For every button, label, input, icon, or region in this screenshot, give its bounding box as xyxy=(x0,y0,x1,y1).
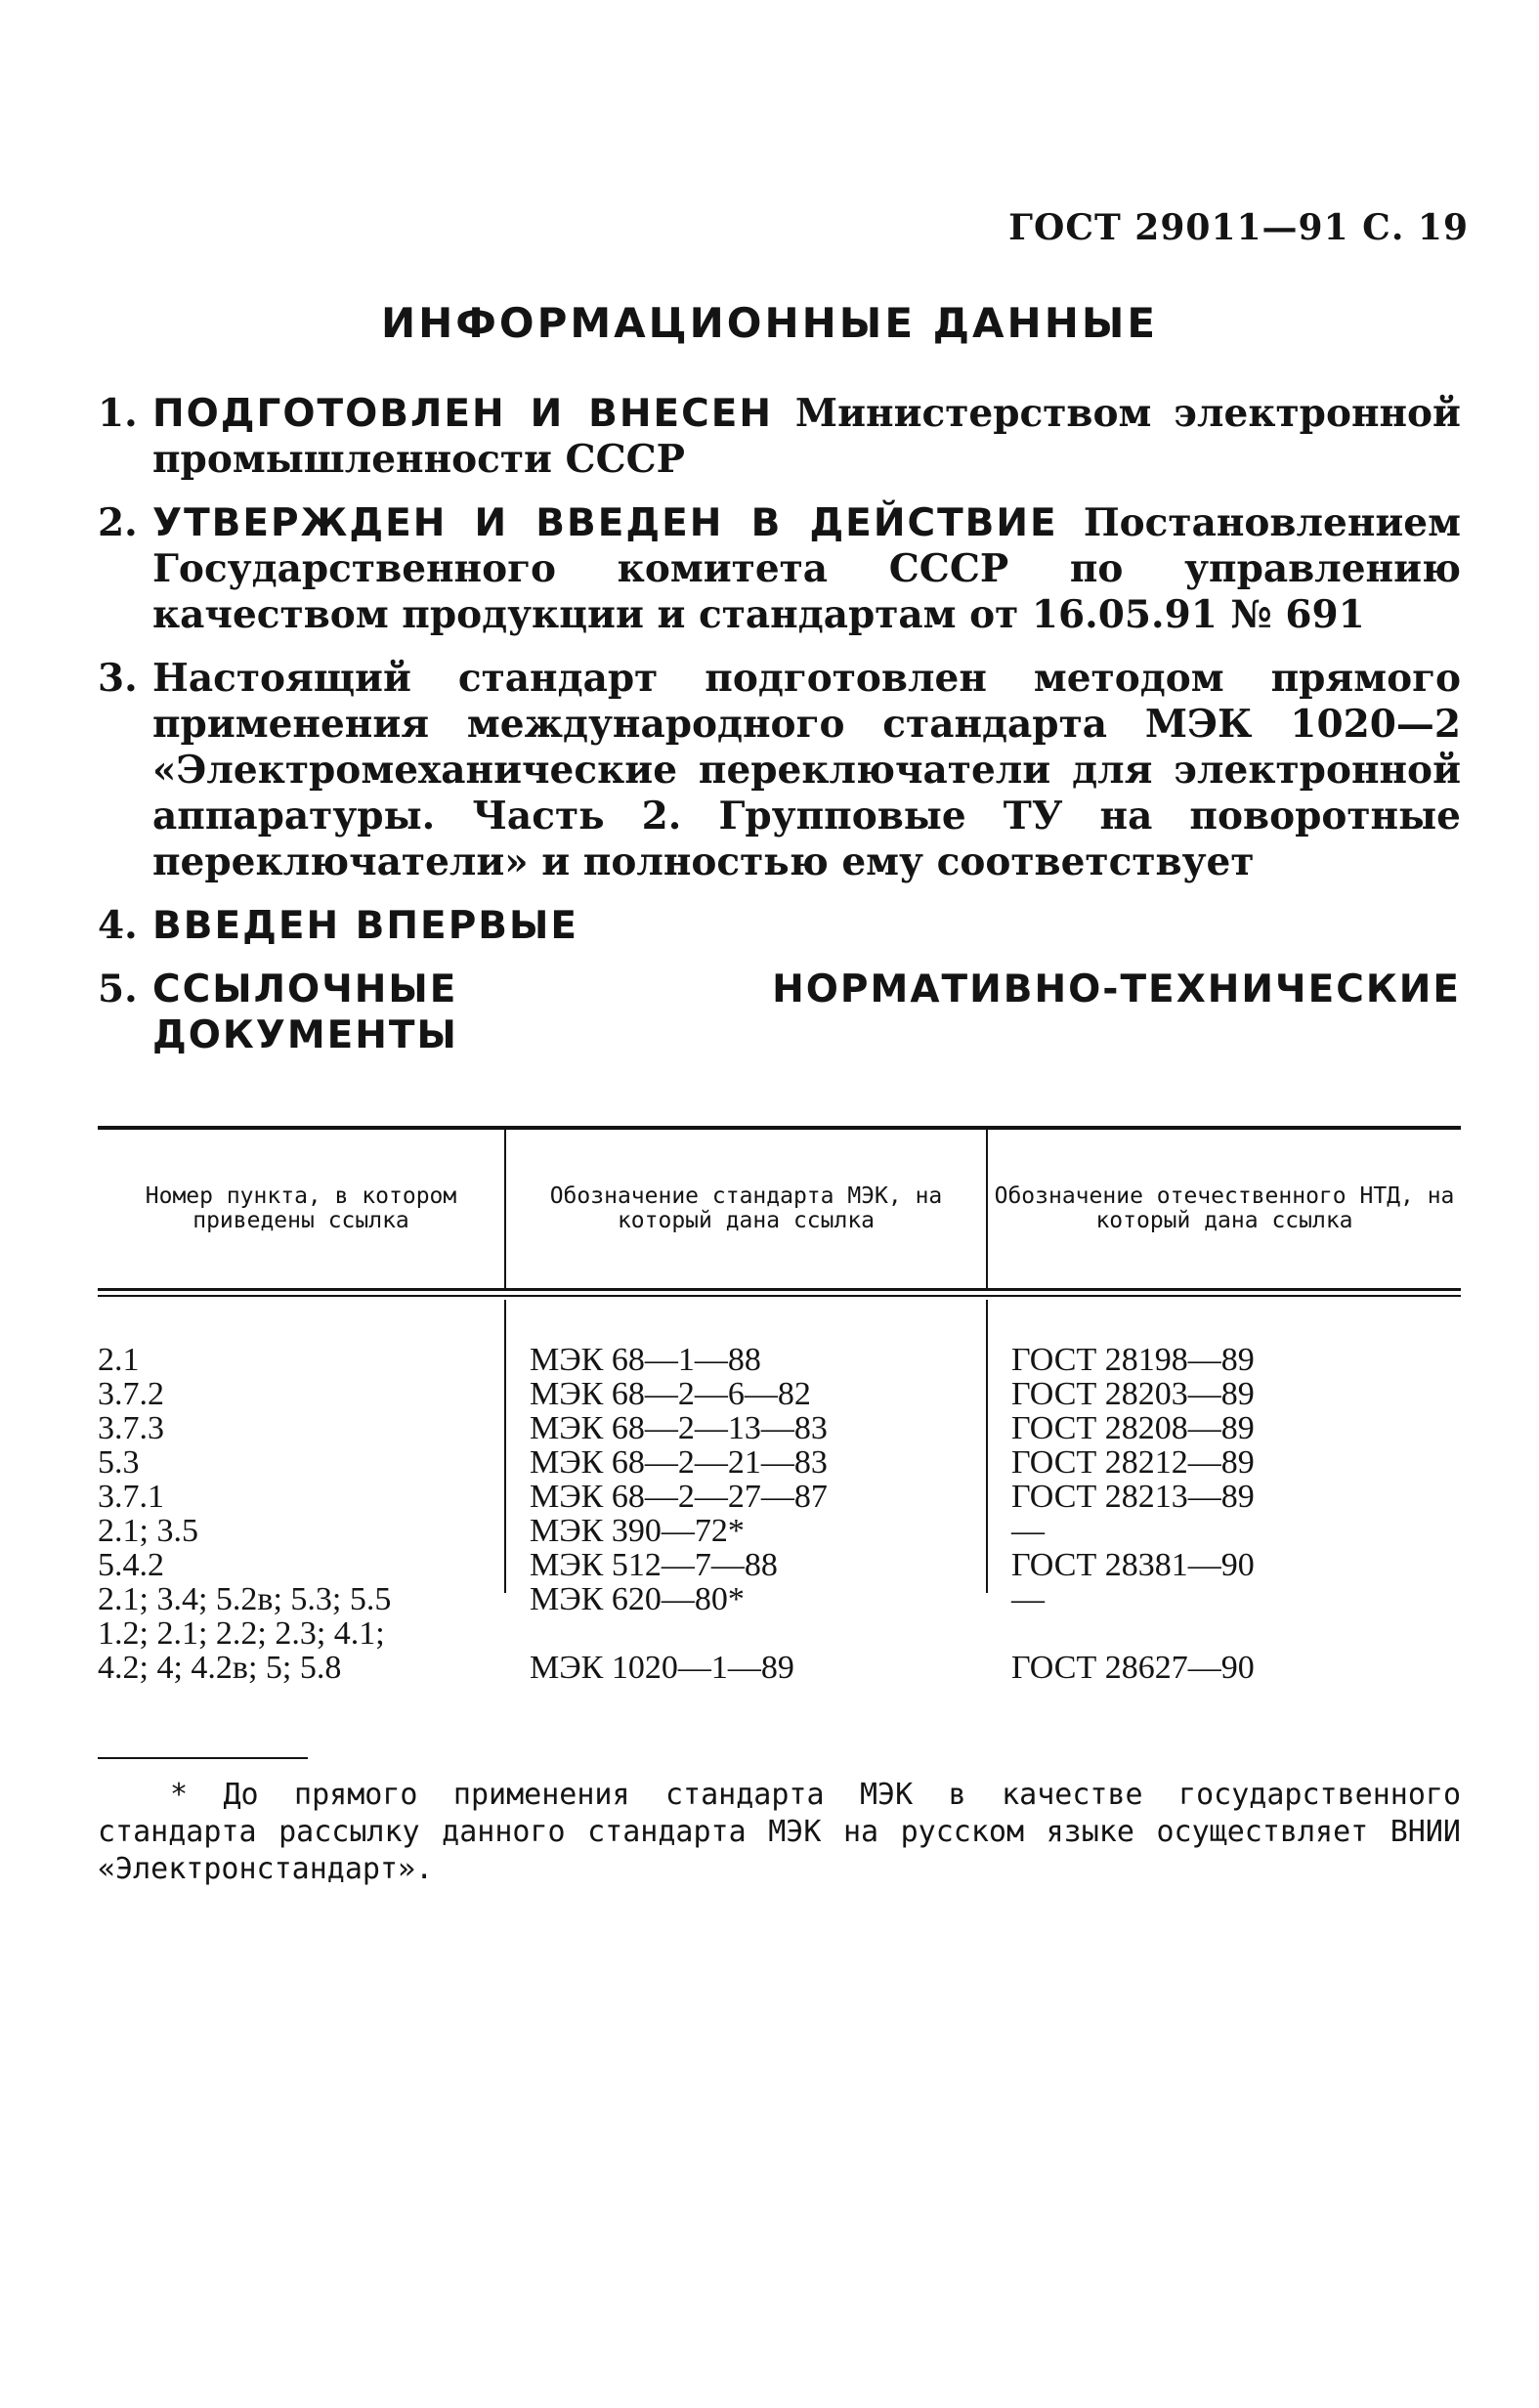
item-lead: ВВЕДЕН ВПЕРВЫЕ xyxy=(152,904,579,948)
table-cell-gost: — xyxy=(1011,1581,1045,1617)
info-item-5 xyxy=(98,967,1461,1058)
table-cell-gost: ГОСТ 28381—90 xyxy=(1011,1547,1255,1583)
info-item-2 xyxy=(98,500,1461,638)
item-text: Настоящий стандарт подготовлен методом прямого применения международного стандарта МЭК 1020—2 «Электромеханические переключатели для электронной аппаратуры. Часть 2. Групповые ТУ на поворотные переключатели» и полностью ему соответствует xyxy=(152,656,1461,884)
table-cell-ref: 5.4.2 xyxy=(98,1547,164,1583)
item-number: 4. xyxy=(98,903,138,948)
item-lead: ПОДГОТОВЛЕН И ВНЕСЕН xyxy=(152,392,774,436)
table-cell-ref: 3.7.1 xyxy=(98,1479,164,1515)
item-number: 2. xyxy=(98,500,138,545)
page-title: ИНФОРМАЦИОННЫЕ ДАННЫЕ xyxy=(380,299,1159,347)
table-cell-gost: ГОСТ 28212—89 xyxy=(1011,1444,1255,1481)
info-item-4 xyxy=(98,903,1461,949)
column-iec-standards xyxy=(504,1300,986,1686)
item-text: Министерством электронной промышленности СССР xyxy=(152,391,1461,482)
table-cell-gost: ГОСТ 28203—89 xyxy=(1011,1376,1255,1412)
header-iec-standard: Обозначение стандарта МЭК, на который дана ссылка xyxy=(504,1130,986,1288)
table-cell-iec: МЭК 512—7—88 xyxy=(530,1547,778,1583)
item-number: 3. xyxy=(98,656,138,701)
table-cell-ref: 3.7.2 xyxy=(98,1376,164,1412)
item-number: 5. xyxy=(98,967,138,1011)
table-cell-ref: 3.7.3 xyxy=(98,1410,164,1446)
item-lead: УТВЕРЖДЕН И ВВЕДЕН В ДЕЙСТВИЕ xyxy=(152,501,1058,545)
item-lead: ССЫЛОЧНЫЕ НОРМАТИВНО-ТЕХНИЧЕСКИЕ ДОКУМЕНТЫ xyxy=(152,968,1461,1057)
table-cell-gost: ГОСТ 28208—89 xyxy=(1011,1410,1255,1446)
table-cell-iec: МЭК 620—80* xyxy=(530,1581,745,1617)
table-cell-iec: МЭК 68—1—88 xyxy=(530,1342,761,1378)
table-cell-gost: ГОСТ 28213—89 xyxy=(1011,1479,1255,1515)
table-cell-ref: 2.1; 3.4; 5.2в; 5.3; 5.5 xyxy=(98,1581,392,1617)
running-header: ГОСТ 29011—91 С. 19 xyxy=(1008,207,1469,248)
table-body xyxy=(98,1300,1461,1686)
references-table xyxy=(98,1126,1461,1686)
column-ref-clauses xyxy=(98,1300,504,1686)
table-cell-gost: ГОСТ 28627—90 xyxy=(1011,1650,1255,1686)
footnote: * До прямого применения стандарта МЭК в качестве государственного стандарта рассылку данного стандарта МЭК на русском языке осуществляет ВНИИ «Электронстандарт». xyxy=(98,1778,1461,1886)
info-item-3 xyxy=(98,656,1461,885)
table-cell-ref: 5.3 xyxy=(98,1444,140,1481)
table-cell-iec: МЭК 68—2—27—87 xyxy=(530,1479,828,1515)
table-cell-gost xyxy=(1011,1616,1461,1651)
table-cell-ref: 4.2; 4; 4.2в; 5; 5.8 xyxy=(98,1650,342,1686)
table-cell-iec: МЭК 68—2—6—82 xyxy=(530,1376,811,1412)
column-gost-standards xyxy=(986,1300,1461,1686)
table-cell-iec: МЭК 68—2—21—83 xyxy=(530,1444,828,1481)
table-cell-iec: МЭК 68—2—13—83 xyxy=(530,1410,828,1446)
info-items xyxy=(98,391,1461,1076)
table-cell-iec xyxy=(530,1616,986,1651)
table-cell-gost: — xyxy=(1011,1513,1045,1549)
info-item-1 xyxy=(98,391,1461,483)
item-text: Постановлением Государственного комитета СССР по управлению качеством продукции и стандартам от 16.05.91 № 691 xyxy=(152,500,1461,637)
table-cell-ref: 2.1; 3.5 xyxy=(98,1513,198,1549)
header-national-ntd: Обозначение отечественного НТД, на который дана ссылка xyxy=(986,1130,1461,1288)
table-cell-gost: ГОСТ 28198—89 xyxy=(1011,1342,1255,1378)
table-cell-ref: 1.2; 2.1; 2.2; 2.3; 4.1; xyxy=(98,1615,385,1652)
item-number: 1. xyxy=(98,391,138,436)
table-header xyxy=(98,1130,1461,1291)
table-cell-iec: МЭК 1020—1—89 xyxy=(530,1650,794,1686)
table-cell-iec: МЭК 390—72* xyxy=(530,1513,745,1549)
footnote-rule xyxy=(98,1757,308,1759)
header-ref-clause: Номер пункта, в котором приведены ссылка xyxy=(145,1183,457,1233)
table-cell-ref: 2.1 xyxy=(98,1342,140,1378)
